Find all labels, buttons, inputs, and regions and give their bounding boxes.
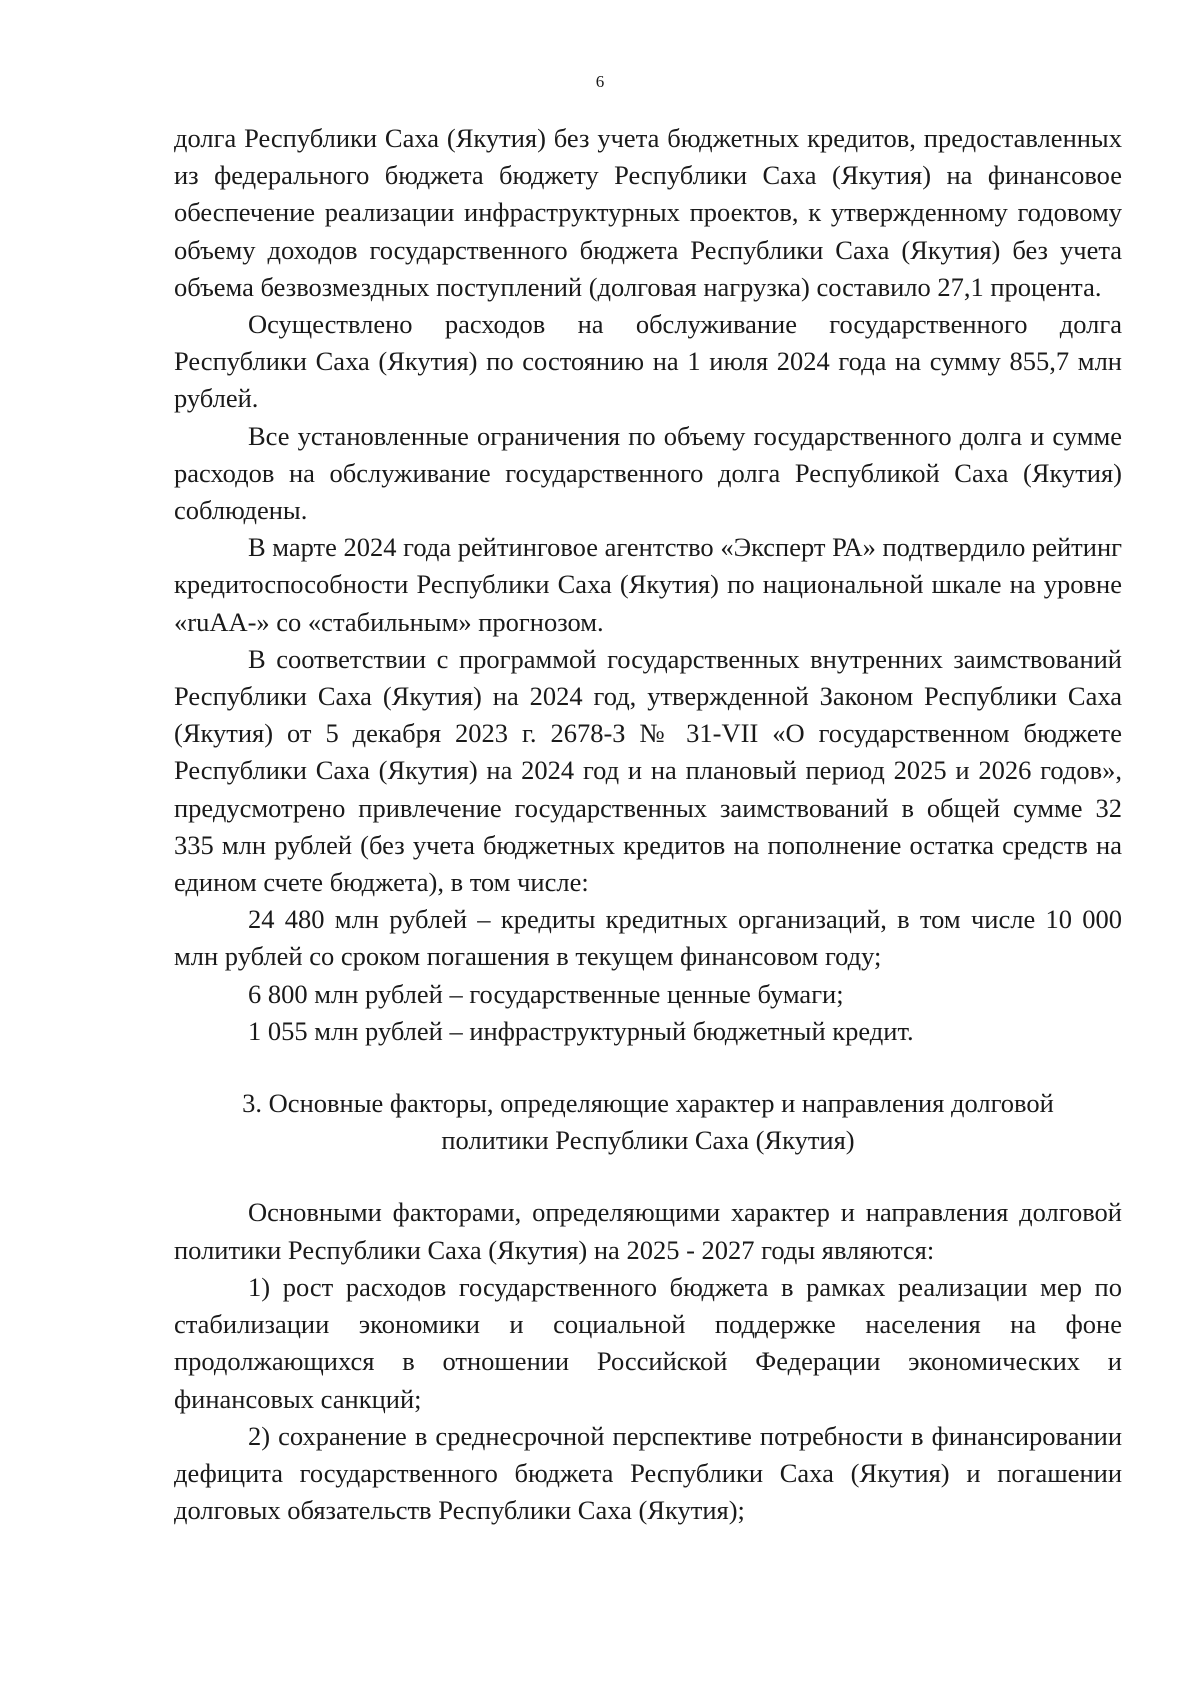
section-heading-line-1: 3. Основные факторы, определяющие характер и направления долговой xyxy=(242,1088,1054,1119)
paragraph-main-factors-intro: Основными факторами, определяющими характер и направления долговой политики Республики Саха (Якутия) на 2025 - 2027 годы являются: xyxy=(174,1197,1122,1265)
document-body xyxy=(174,120,1122,1529)
paragraph-limits-observed: Все установленные ограничения по объему государственного долга и сумме расходов на обслуживание государственного долга Республикой Саха (Якутия) соблюдены. xyxy=(174,420,1122,526)
list-item-securities: 6 800 млн рублей – государственные ценные бумаги; xyxy=(248,978,844,1009)
paragraph-debt-load: долга Республики Саха (Якутия) без учета бюджетных кредитов, предоставленных из федерального бюджета бюджету Республики Саха (Якутия) на финансовое обеспечение реализации инфраструктурных проектов, к утвержденному годовому объему доходов государственного бюджета Республики Саха (Якутия) без учета объема безвозмездных поступлений (долговая нагрузка) составило 27,1 процента. xyxy=(174,123,1122,302)
paragraph-credit-rating: В марте 2024 года рейтинговое агентство «Эксперт РА» подтвердило рейтинг кредитоспособности Республики Саха (Якутия) по национальной шкале на уровне «ruAA-» со «стабильным» прогнозом. xyxy=(174,532,1122,637)
section-heading xyxy=(174,1085,1122,1159)
paragraph-debt-service-expenses: Осуществлено расходов на обслуживание государственного долга Республики Саха (Якутия) по состоянию на 1 июля 2024 года на сумму 855,7 млн рублей. xyxy=(174,309,1122,414)
section-heading-line-2: политики Республики Саха (Якутия) xyxy=(441,1125,855,1156)
page-number: 6 xyxy=(595,72,605,91)
paragraph-borrowing-program: В соответствии с программой государственных внутренних заимствований Республики Саха (Якутия) на 2024 год, утвержденной Законом Республики Саха (Якутия) от 5 декабря 2023 г. 2678-З № 31-VII «О государственном бюджете Республики Саха (Якутия) на 2024 год и на плановый период 2025 и 2026 годов», предусмотрено привлечение государственных заимствований в общей сумме 32 335 млн рублей (без учета бюджетных кредитов на пополнение остатка средств на едином счете бюджета), в том числе: xyxy=(174,643,1122,898)
list-item-factor-1: 1) рост расходов государственного бюджета в рамках реализации мер по стабилизации экономики и социальной поддержке населения на фоне продолжающихся в отношении Российской Федерации экономических и финансовых санкций; xyxy=(174,1271,1122,1414)
list-item-factor-2: 2) сохранение в среднесрочной перспективе потребности в финансировании дефицита государственного бюджета Республики Саха (Якутия) и погашении долговых обязательств Республики Саха (Якутия); xyxy=(174,1420,1122,1526)
list-item-infrastructure-credit: 1 055 млн рублей – инфраструктурный бюджетный кредит. xyxy=(248,1015,914,1046)
list-item-bank-loans: 24 480 млн рублей – кредиты кредитных организаций, в том числе 10 000 млн рублей со сроком погашения в текущем финансовом году; xyxy=(174,904,1122,972)
